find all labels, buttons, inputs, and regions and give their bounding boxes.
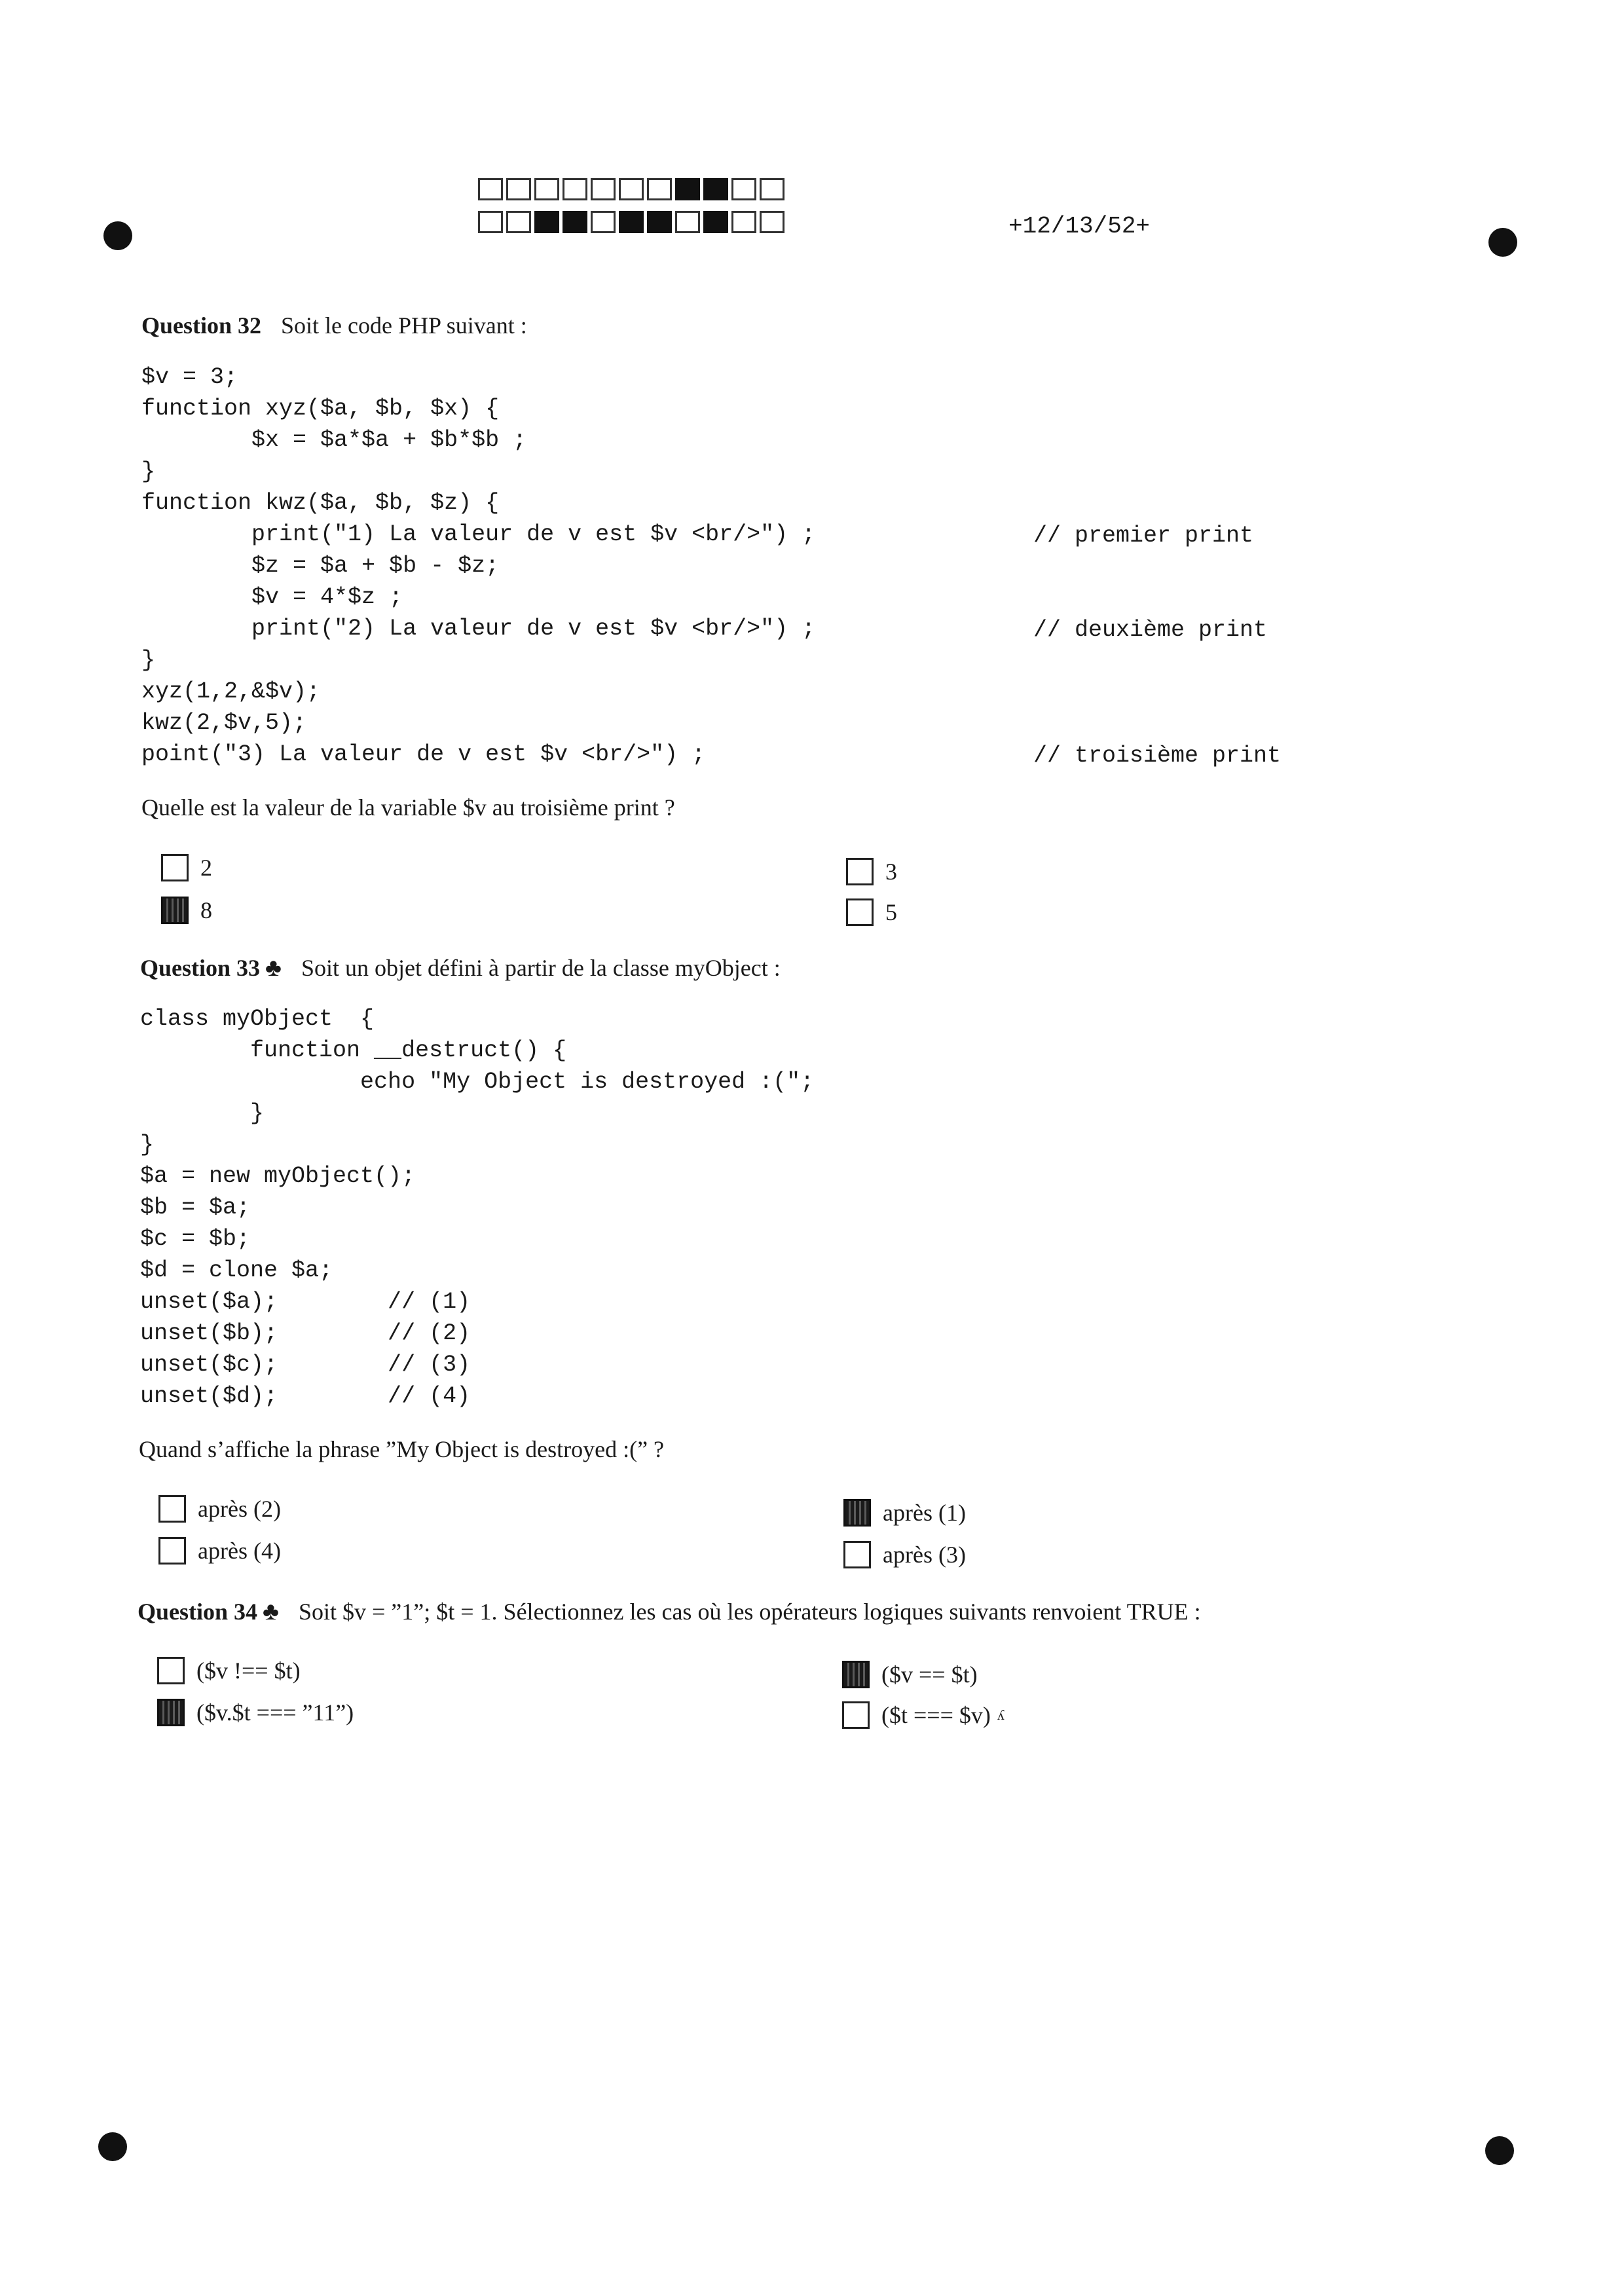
q33-option-apres-3[interactable] — [843, 1541, 966, 1568]
q33-option-apres-4-label: après (4) — [198, 1538, 281, 1564]
q33-checkbox-apres-3[interactable] — [843, 1541, 871, 1568]
q33-option-apres-1[interactable] — [843, 1499, 966, 1527]
question-33-code: class myObject { function __destruct() { echo "My Object is destroyed :("; } } $a = new myObject(); $b = $a; $c = $b; $d = clone $a; unset($a); // (1) unset($b); // (2) unset($c); // (3) unset($d); // (4) — [140, 1006, 815, 1409]
q33-option-apres-1-label: après (1) — [883, 1500, 966, 1526]
barcode-cell — [647, 211, 672, 233]
q33-checkbox-apres-4[interactable] — [158, 1537, 186, 1565]
barcode-cell — [703, 211, 728, 233]
registration-mark-bottom-right — [1485, 2136, 1514, 2165]
q32-option-8[interactable] — [161, 897, 212, 924]
question-33-text: Soit un objet défini à partir de la classe myObject : — [301, 955, 781, 981]
barcode-cell — [563, 178, 587, 200]
barcode-bottom-row — [478, 211, 788, 233]
comment-deuxieme-print: // deuxième print — [1033, 617, 1268, 643]
q33-checkbox-apres-1[interactable] — [843, 1499, 871, 1527]
q34-checkbox-1[interactable] — [157, 1657, 185, 1684]
q34-option-1-label: ($v !== $t) — [196, 1657, 301, 1684]
q32-option-5[interactable] — [846, 898, 897, 926]
q32-checkbox-3[interactable] — [846, 858, 874, 885]
club-icon: ♣ — [265, 954, 282, 982]
q32-checkbox-5[interactable] — [846, 898, 874, 926]
barcode-cell — [506, 211, 531, 233]
question-33-prompt: Quand s’affiche la phrase ”My Object is destroyed :(” ? — [139, 1436, 665, 1462]
q32-option-8-label: 8 — [200, 897, 212, 923]
q34-option-2-label: ($v.$t === ”11”) — [196, 1699, 354, 1726]
q34-option-3-label: ($v == $t) — [881, 1661, 978, 1688]
q34-checkbox-4[interactable] — [842, 1701, 870, 1729]
barcode-cell — [506, 178, 531, 200]
barcode-cell — [760, 211, 784, 233]
q33-checkbox-apres-2[interactable] — [158, 1495, 186, 1523]
club-icon: ♣ — [263, 1598, 279, 1625]
question-32-prompt: Quelle est la valeur de la variable $v au troisième print ? — [141, 794, 675, 821]
barcode-cell — [591, 211, 616, 233]
barcode-cell — [591, 178, 616, 200]
q33-option-apres-3-label: après (3) — [883, 1542, 966, 1568]
question-34-text: Soit $v = ”1”; $t = 1. Sélectionnez les cas où les opérateurs logiques suivants renvoient TRUE : — [298, 1599, 1201, 1625]
q32-option-3[interactable] — [846, 858, 897, 885]
comment-troisieme-print: // troisième print — [1033, 743, 1282, 769]
question-32-header — [141, 312, 527, 339]
question-32-code: $v = 3; function xyz($a, $b, $x) { $x = $a*$a + $b*$b ; } function kwz($a, $b, $z) { print("1) La valeur de v est $v <br/>") ; $z = $a + $b - $z; $v = 4*$z ; print("2) La valeur de v est $v <br/>") ; } xyz(1,2,&$v); kwz(2,$v,5); point("3) La valeur de v est $v <br/>") ; — [141, 364, 816, 768]
barcode-cell — [760, 178, 784, 200]
barcode-cell — [731, 178, 756, 200]
barcode-cell — [534, 211, 559, 233]
q33-option-apres-4[interactable] — [158, 1537, 281, 1565]
registration-mark-top-right — [1488, 228, 1517, 257]
sheet-id: +12/13/52+ — [1008, 213, 1151, 240]
barcode-top-row — [478, 178, 788, 200]
q34-option-v-not-identical-t[interactable] — [157, 1657, 301, 1684]
q34-option-4-label: ($t === $v) — [881, 1702, 991, 1728]
barcode-cell — [563, 211, 587, 233]
q32-option-2-label: 2 — [200, 855, 212, 881]
barcode-cell — [675, 211, 700, 233]
q34-checkbox-2[interactable] — [157, 1699, 185, 1726]
barcode-cell — [731, 211, 756, 233]
handwritten-mark: ʎ — [997, 1707, 1005, 1723]
barcode-cell — [534, 178, 559, 200]
barcode-cell — [478, 178, 503, 200]
barcode-cell — [647, 178, 672, 200]
q34-checkbox-3[interactable] — [842, 1661, 870, 1688]
registration-mark-bottom-left — [98, 2132, 127, 2161]
q34-option-v-equal-t[interactable] — [842, 1661, 978, 1688]
barcode-cell — [675, 178, 700, 200]
q34-option-t-identical-v[interactable] — [842, 1701, 1005, 1729]
q32-checkbox-8[interactable] — [161, 897, 189, 924]
barcode-cell — [703, 178, 728, 200]
question-32-text: Soit le code PHP suivant : — [281, 312, 527, 339]
comment-premier-print: // premier print — [1033, 523, 1254, 549]
barcode-cell — [619, 178, 644, 200]
question-33-header — [140, 954, 781, 982]
q32-option-3-label: 3 — [885, 859, 897, 885]
barcode-cell — [478, 211, 503, 233]
q32-option-5-label: 5 — [885, 899, 897, 925]
question-34-header — [138, 1597, 1201, 1626]
q33-option-apres-2[interactable] — [158, 1495, 281, 1523]
q34-option-concat-identical[interactable] — [157, 1699, 354, 1726]
question-33-label: Question 33 — [140, 955, 261, 981]
question-32-label: Question 32 — [141, 312, 262, 339]
barcode-cell — [619, 211, 644, 233]
q32-checkbox-2[interactable] — [161, 854, 189, 881]
q33-option-apres-2-label: après (2) — [198, 1496, 281, 1522]
question-34-label: Question 34 — [138, 1599, 258, 1625]
q32-option-2[interactable] — [161, 854, 212, 881]
registration-mark-top-left — [103, 221, 132, 250]
